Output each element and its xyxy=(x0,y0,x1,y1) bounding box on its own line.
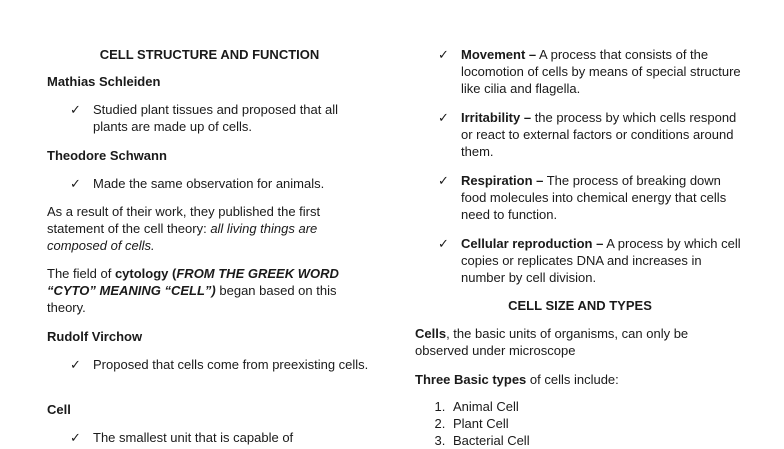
checkmark-icon: ✓ xyxy=(438,47,449,62)
bullet-cell xyxy=(47,429,372,446)
checkmark-icon: ✓ xyxy=(70,102,81,117)
cytology-pre: The field of xyxy=(47,266,115,281)
types-term: Three Basic types xyxy=(415,372,527,387)
function-text: A process by which cell copies or replicates DNA and increases in number by cell division. xyxy=(461,236,741,285)
paragraph-types xyxy=(415,371,725,388)
paragraph-result xyxy=(47,203,357,254)
result-text: As a result of their work, they published the first statement of the cell theory: xyxy=(47,204,321,236)
checkmark-icon: ✓ xyxy=(70,357,81,372)
bullet-text: Proposed that cells come from preexisting cells. xyxy=(93,357,369,372)
cells-text: , the basic units of organisms, can only be observed under microscope xyxy=(415,326,689,358)
paragraph-cells xyxy=(415,325,725,359)
cell-theory-text: all living things are composed of cells. xyxy=(47,221,318,253)
function-term: Respiration – xyxy=(461,173,544,188)
bullet-schleiden xyxy=(47,101,372,135)
section-title-size-types: CELL SIZE AND TYPES xyxy=(508,298,652,313)
cells-term: Cells xyxy=(415,326,447,341)
checkmark-icon: ✓ xyxy=(438,173,449,188)
list-item: 2. Plant Cell xyxy=(449,415,530,432)
function-text: The process of breaking down food molecules into chemical energy that cells need to function. xyxy=(461,173,727,222)
function-reproduction xyxy=(415,235,745,286)
function-term: Movement – xyxy=(461,47,537,62)
list-item: 3. Bacterial Cell xyxy=(449,432,530,449)
cytology-post: began based on this theory. xyxy=(47,283,337,315)
cytology-term: cytology xyxy=(114,266,169,281)
heading-virchow: Rudolf Virchow xyxy=(47,329,143,344)
cytology-origin: FROM THE GREEK WORD “CYTO” MEANING “CELL”) xyxy=(47,266,339,298)
function-irritability xyxy=(415,109,745,160)
bullet-text: The smallest unit that is capable of xyxy=(93,430,294,445)
checkmark-icon: ✓ xyxy=(438,110,449,125)
list-item: 1. Animal Cell xyxy=(449,398,530,415)
checkmark-icon: ✓ xyxy=(70,430,81,445)
heading-schwann: Theodore Schwann xyxy=(47,148,167,163)
function-term: Cellular reproduction – xyxy=(461,236,604,251)
function-movement xyxy=(415,46,745,97)
function-text: A process that consists of the locomotion of cells by means of special structure like cilia and flagella. xyxy=(461,47,741,96)
bullet-schwann xyxy=(47,175,372,192)
page-title: CELL STRUCTURE AND FUNCTION xyxy=(99,47,320,62)
bullet-text: Made the same observation for animals. xyxy=(93,176,325,191)
checkmark-icon: ✓ xyxy=(70,176,81,191)
cytology-paren: ( xyxy=(168,266,177,281)
types-text: of cells include: xyxy=(526,372,619,387)
heading-cell: Cell xyxy=(47,402,71,417)
function-term: Irritability – xyxy=(461,110,532,125)
cell-types-list xyxy=(403,398,530,449)
function-text: the process by which cells respond or react to external factors or conditions around them. xyxy=(461,110,737,159)
function-respiration xyxy=(415,172,745,223)
heading-schleiden: Mathias Schleiden xyxy=(47,74,161,89)
bullet-virchow xyxy=(47,356,372,373)
bullet-text: Studied plant tissues and proposed that all plants are made up of cells. xyxy=(93,102,339,134)
paragraph-cytology xyxy=(47,265,372,316)
checkmark-icon: ✓ xyxy=(438,236,449,251)
